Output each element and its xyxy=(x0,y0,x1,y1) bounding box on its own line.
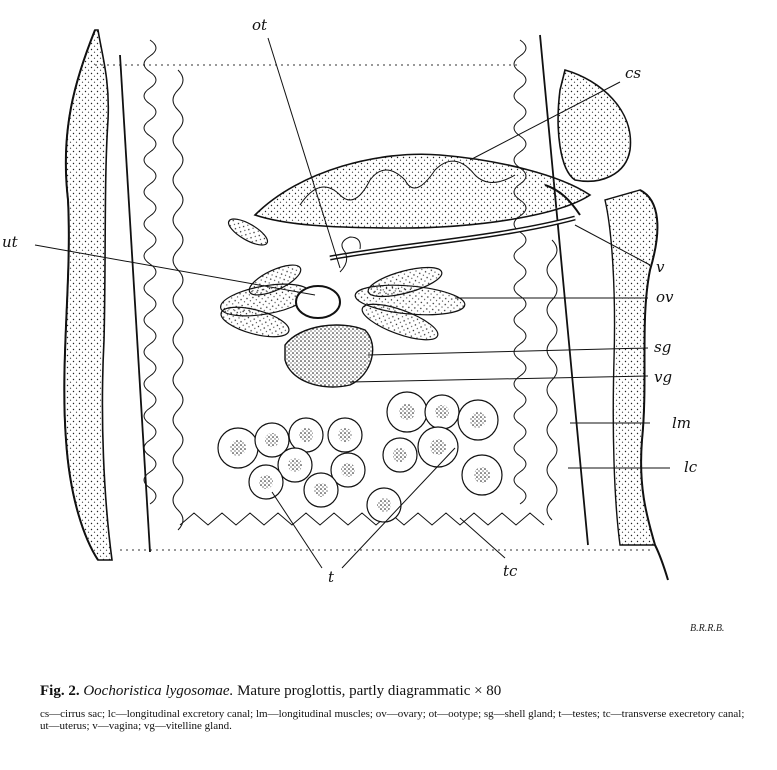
label-vg: vg xyxy=(654,368,673,386)
left-muscle-line xyxy=(173,70,183,530)
label-ov: ov xyxy=(656,288,674,306)
right-body-wall xyxy=(605,190,657,545)
label-ut: ut xyxy=(2,233,18,251)
figure-number: Fig. 2. xyxy=(40,683,80,699)
caption-legend: cs—cirrus sac; lc—longitudinal excretory canal; lm—longitudinal muscles; ov—ovary; ot—ootype; sg—shell gland; t—testes; tc—transverse execretory canal; ut—uterus; v—vagina; vg—vitelline gland. xyxy=(40,708,745,732)
label-ot: ot xyxy=(252,16,268,34)
label-sg: sg xyxy=(654,338,672,356)
right-upper-lobe xyxy=(558,70,630,181)
vitelline-gland xyxy=(285,325,373,387)
label-tc: tc xyxy=(503,562,518,580)
caption-title xyxy=(40,682,750,700)
label-v: v xyxy=(656,258,665,276)
caption-description: Mature proglottis, partly diagrammatic × 80 xyxy=(237,683,502,699)
transverse-excretory-canal xyxy=(180,513,544,525)
left-excretory-canal xyxy=(144,40,156,504)
cirrus-sac xyxy=(255,154,590,228)
species-name: Oochoristica lygosomae. xyxy=(83,683,234,699)
label-t: t xyxy=(328,568,335,586)
shell-gland xyxy=(296,286,340,318)
figure-caption xyxy=(40,682,750,732)
label-cs: cs xyxy=(625,64,642,82)
label-lm: lm xyxy=(672,414,692,432)
right-muscle-line xyxy=(547,240,557,520)
label-lc: lc xyxy=(684,458,698,476)
artist-initials: B.R.R.B. xyxy=(690,623,725,634)
left-longitudinal-line xyxy=(120,55,150,552)
right-excretory-canal xyxy=(514,40,526,504)
testes xyxy=(218,392,502,522)
